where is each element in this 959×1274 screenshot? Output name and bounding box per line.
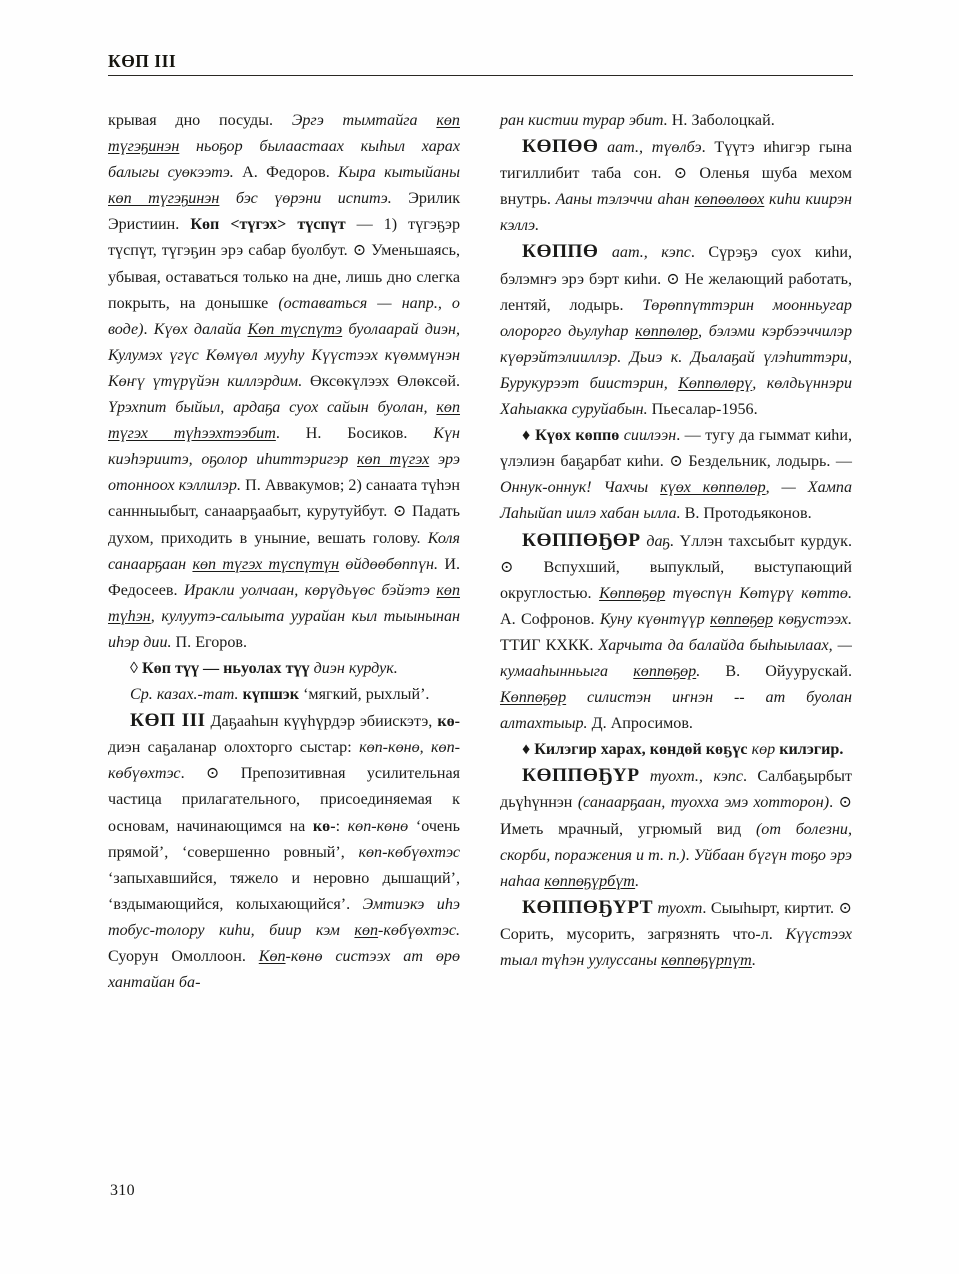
txt: Күн киэһэриитэ, оҕолор иһиттэригэр bbox=[108, 425, 460, 469]
headword: КӨП III bbox=[130, 710, 206, 732]
txt: Оленья шуба мехом внутрь. bbox=[500, 165, 852, 209]
keyword: күөх көппөлөр bbox=[660, 479, 766, 497]
txt: Күөх далайа bbox=[153, 320, 248, 338]
column-left bbox=[108, 108, 460, 1158]
idiom-definition-tail: диэн курдук. bbox=[309, 659, 398, 677]
txt bbox=[246, 948, 259, 965]
keyword: Көп түспүтэ bbox=[247, 320, 343, 338]
part-of-speech: даҕ bbox=[640, 532, 670, 550]
sense-bullet-icon: ⊙ bbox=[669, 453, 683, 471]
txt: Төрөппүттэрин моонньугар олорорго дьулуһар bbox=[500, 296, 852, 340]
txt: -көнө систээх ат өрө хантайан ба- bbox=[108, 948, 460, 992]
txt: . — тугу да гыммат киһи, үлэлиэн баҕарбат киһи. bbox=[500, 427, 852, 471]
keyword: Көп bbox=[258, 948, 286, 965]
txt: . Сүрэҕэ суох киһи, бэлэмҥэ эрэ бэрт киһи. bbox=[500, 244, 853, 288]
keyword: Көппөлөрү bbox=[678, 374, 753, 392]
em-dash: — bbox=[203, 659, 220, 677]
idiom-head: Күөх көппө bbox=[535, 427, 624, 445]
txt: Даҕааһын күүһүрдэр эбиискэтэ, bbox=[205, 713, 438, 731]
txt: -көбүөхтэс. bbox=[378, 921, 460, 939]
txt: . bbox=[685, 846, 694, 864]
keyword: көпөөлөөх bbox=[694, 191, 765, 209]
example-forms: көп-көнө, көп-көбүөхтэс bbox=[108, 739, 460, 783]
source: Н. Заболоцкай. bbox=[667, 112, 775, 129]
txt: өйдөөбөппүн. bbox=[339, 555, 445, 573]
keyword: Көппөҕөр bbox=[599, 584, 666, 602]
source: Пьесалар-1956. bbox=[651, 401, 758, 419]
txt: Уменьшаясь, убывая, оставаться только на дне, лишь дно слегка покрыть, на донышке bbox=[108, 242, 460, 312]
sense-bullet-icon: ⊙ bbox=[392, 503, 407, 521]
txt: . Сыыһырт, киртит. bbox=[702, 899, 839, 917]
txt: көҕустээх. bbox=[773, 610, 852, 628]
keyword: көппөҕөр bbox=[710, 610, 774, 628]
sense-bullet-icon: ⊙ bbox=[205, 765, 220, 783]
idiom-kilegir-kharakh bbox=[500, 737, 852, 763]
keyword: көп түгэҕинэн bbox=[108, 190, 220, 208]
txt: . bbox=[751, 952, 756, 969]
idiom-head-tail: килэгир. bbox=[775, 741, 844, 759]
running-head-title: КӨП III bbox=[108, 51, 177, 71]
source: Дьиэ к. bbox=[629, 348, 683, 366]
part-of-speech: аат., кэпс bbox=[598, 244, 691, 262]
prefix-form: кө- bbox=[312, 817, 336, 835]
txt: (оставаться — напр., о воде) bbox=[108, 294, 460, 338]
keyword: көп түгэх түспүтүн bbox=[192, 555, 340, 573]
source: Эрилик Эристиин. bbox=[108, 190, 461, 234]
txt: 2) санаата түһэн саннныыбыт, санаарҕаабыт, курутуйбут. bbox=[108, 477, 460, 521]
running-head bbox=[108, 52, 853, 76]
idiom-head-italic: көр bbox=[751, 741, 776, 759]
txt: Ааны тэлэччи аһан bbox=[555, 191, 695, 209]
txt: Куну күөнтүүр bbox=[594, 610, 711, 628]
idiom-head: Килэгир харах, көндөй көҕүс bbox=[534, 741, 752, 759]
source: И. Федосеев. bbox=[108, 555, 460, 599]
running-head-rule bbox=[108, 75, 853, 76]
txt: Эргэ тымтайга bbox=[291, 112, 437, 129]
source: А. Федоров. bbox=[242, 164, 330, 182]
txt: крывая дно посуды. bbox=[108, 112, 292, 129]
headword: КӨППӨҔҮРТ bbox=[522, 896, 654, 918]
txt: , — Хампа Лаһыйап иилэ хабан ылла. bbox=[500, 479, 853, 523]
txt: Препозитивная усилительная частица прилагательного, присоединяемая к основам, начинающимся на bbox=[108, 765, 460, 835]
subentry-head: Көп <түгэх> түспүт bbox=[179, 216, 346, 234]
txt: буолаарай диэн, Кулумэх үгүс Көмүөл мууһу Күүстээх күөммүнэн Көҥү үтүрүйэн киллэрдим. bbox=[108, 320, 460, 390]
part-of-speech: аат., түөлбэ bbox=[598, 139, 702, 157]
txt: Дьалаҕай үлэһиттэри, Бурукурээт биистэрин, bbox=[500, 348, 853, 392]
txt: , кулуутэ-салыыта уурайан кыл тыынынан иһэр дии. bbox=[108, 607, 460, 651]
txt: киһи киирэн кэллэ. bbox=[500, 191, 852, 235]
txt: ньоҕор былаастаах кыһыл харах балыгы суөкээтэ. bbox=[108, 138, 460, 182]
entry-koppo bbox=[500, 239, 852, 423]
txt: Коля санаарҕаан bbox=[108, 529, 460, 573]
keyword: көппөлөр bbox=[635, 322, 698, 340]
entry-koppoghurt bbox=[500, 895, 852, 974]
idiom-kuyokh-koppo bbox=[500, 423, 852, 527]
txt: ран кистии турар эбит. bbox=[500, 112, 668, 129]
txt: эрэ отонноох кэллилэр. bbox=[108, 451, 460, 495]
txt: Уйбаан бүгүн тоҕо эрэ наһаа bbox=[500, 846, 852, 890]
entry-koppoghor bbox=[500, 528, 852, 738]
part-of-speech: туохт., кэпс bbox=[639, 768, 743, 786]
cf-label: Ср. bbox=[130, 686, 153, 704]
entry-continued-kop-tugekh bbox=[108, 108, 460, 656]
txt: бэс үөрэни испитэ. bbox=[219, 190, 409, 208]
page-number: 310 bbox=[110, 1182, 135, 1199]
source: ТТИГ КХКК. bbox=[500, 636, 594, 654]
column-right bbox=[500, 108, 852, 1158]
txt: ‘очень прямой’, ‘совершенно ровный’, bbox=[108, 817, 461, 861]
source: Өксөкүлээх Өлөксөй. bbox=[309, 372, 460, 390]
keyword: көппөҕүрбүт bbox=[544, 872, 636, 890]
txt: . bbox=[635, 872, 640, 890]
headword: КӨППӨҔҮР bbox=[522, 765, 640, 787]
filled-diamond-icon: ♦ bbox=[522, 741, 531, 759]
part-of-speech: туохт bbox=[653, 899, 703, 917]
txt: , бэлэми кэрбээччилэр күөрэйтэлииллэр. bbox=[500, 322, 853, 366]
keyword: көп түгэх түһээхтээбит bbox=[108, 399, 460, 443]
keyword: Көппөҕөр bbox=[500, 689, 567, 707]
source: Д. Апросимов. bbox=[591, 715, 693, 733]
txt: : bbox=[335, 817, 348, 835]
sense-bullet-icon: ⊙ bbox=[838, 794, 852, 812]
txt: . bbox=[180, 765, 206, 783]
txt: Вспухший, выпуклый, выступающий округлостью. bbox=[500, 558, 852, 602]
keyword: көппөҕүрпүт bbox=[661, 952, 752, 969]
txt: Сорить, мусорить, загрязнять что-л. bbox=[500, 925, 786, 943]
headword: КӨППӨ bbox=[522, 241, 599, 263]
example-forms: көп-көнө bbox=[347, 817, 409, 835]
sense-bullet-icon: ⊙ bbox=[673, 165, 688, 183]
txt: Падать духом, приходить в уныние, вешать голову. bbox=[108, 503, 461, 547]
sense-bullet-icon: ⊙ bbox=[838, 899, 852, 917]
keyword: көппөҕөр bbox=[633, 662, 697, 680]
compare-form: күпшэк bbox=[242, 686, 300, 704]
filled-diamond-icon: ♦ bbox=[522, 427, 531, 445]
txt: . Салбаҕырбыт дьүһүннэн bbox=[500, 768, 852, 812]
txt: диэн саҕаланар олохторго сыстар: bbox=[108, 739, 360, 757]
example-forms: көп-көбүөхтэс bbox=[358, 843, 460, 861]
txt: (санаарҕаан, туохха эмэ хотторон) bbox=[577, 794, 830, 812]
txt: Эмтиэкэ иһэ тобус-толору киһи, биир кэм bbox=[108, 895, 460, 939]
txt: . bbox=[275, 425, 306, 443]
keyword: көп түгэх bbox=[357, 451, 430, 469]
txt: Харчыта да балайда быһыылаах, — кумааһынньыга bbox=[500, 636, 852, 680]
source: П. Егоров. bbox=[175, 633, 248, 651]
compare-gloss: ‘мягкий, рыхлый’. bbox=[303, 686, 430, 704]
source: Н. Босиков. bbox=[305, 425, 408, 443]
txt: ‘запыхавшийся, тяжело и неровно дышащий’, ‘вздымающийся, колыхающийся’. bbox=[108, 869, 460, 913]
entry-koppoghur bbox=[500, 763, 852, 894]
source: В. Протодьяконов. bbox=[684, 505, 812, 523]
txt: Иракли уолчаан, көрүдьүөс бэйэтэ bbox=[177, 581, 437, 599]
txt: Оннук-оннук! Чахчы bbox=[500, 479, 661, 497]
language-label: казах.-тат. bbox=[156, 686, 239, 704]
keyword: көп түһэн bbox=[108, 581, 460, 625]
txt: . Түүтэ иһигэр гына тигиллибит таба сон. bbox=[500, 139, 853, 183]
txt: Кыра кытыйаны bbox=[329, 164, 460, 182]
compare-note bbox=[108, 682, 460, 708]
keyword: көп bbox=[354, 921, 379, 939]
idiom-head-italic: сиилээн bbox=[623, 427, 677, 445]
idiom-head: Көп түү bbox=[141, 659, 199, 677]
text-columns bbox=[108, 108, 853, 1158]
txt: Күүстээх тыал түһэн уулуссаны bbox=[500, 925, 852, 969]
headword: КӨПӨӨ bbox=[522, 136, 599, 158]
txt: Үрэхпит быйыл, ардаҕа суох сайын буолан, bbox=[108, 399, 437, 417]
txt: . bbox=[829, 794, 839, 812]
source: А. Софронов. bbox=[500, 610, 595, 628]
idiom-kop-tuu bbox=[108, 656, 460, 682]
entry-continued-top bbox=[500, 108, 852, 134]
txt: Иметь мрачный, угрюмый вид bbox=[500, 820, 756, 838]
txt: силистэн иҥнэн -- ат буолан алтахтыыр. bbox=[500, 689, 852, 733]
txt: түөспүн Көтүрү көттө. bbox=[665, 584, 852, 602]
txt: , көлдьүннэри Хаһыакка суруйабын. bbox=[500, 374, 852, 419]
txt: . Үллэн тахсыбыт курдук. bbox=[669, 532, 852, 550]
prefix-form: кө- bbox=[437, 713, 461, 731]
txt: (от болезни, скорби, поражения и т. п.) bbox=[500, 820, 852, 864]
entry-kop-3 bbox=[108, 708, 460, 996]
headword: КӨППӨҔӨР bbox=[522, 529, 641, 551]
source: В. Ойуурускай. bbox=[725, 662, 852, 680]
keyword: көп түгэҕинэн bbox=[108, 112, 460, 156]
txt: Бездельник, лодырь. — bbox=[682, 453, 852, 471]
txt: — 1) түгэҕэр түспүт, түгэҕин эрэ сабар буолбут. bbox=[108, 216, 460, 260]
sense-bullet-icon: ⊙ bbox=[500, 558, 514, 576]
txt: . bbox=[143, 320, 154, 338]
txt: . bbox=[696, 662, 726, 680]
open-diamond-icon: ◊ bbox=[130, 659, 138, 677]
entry-kopoo bbox=[500, 134, 852, 239]
source: П. Аввакумов; bbox=[245, 477, 345, 495]
sense-bullet-icon: ⊙ bbox=[666, 270, 680, 288]
idiom-definition: ньуолах түү bbox=[223, 659, 310, 677]
txt: Не желающий работать, лентяй, лодырь. bbox=[500, 270, 852, 314]
sense-bullet-icon: ⊙ bbox=[352, 242, 367, 260]
source: Суорун Омоллоон. bbox=[108, 948, 246, 965]
